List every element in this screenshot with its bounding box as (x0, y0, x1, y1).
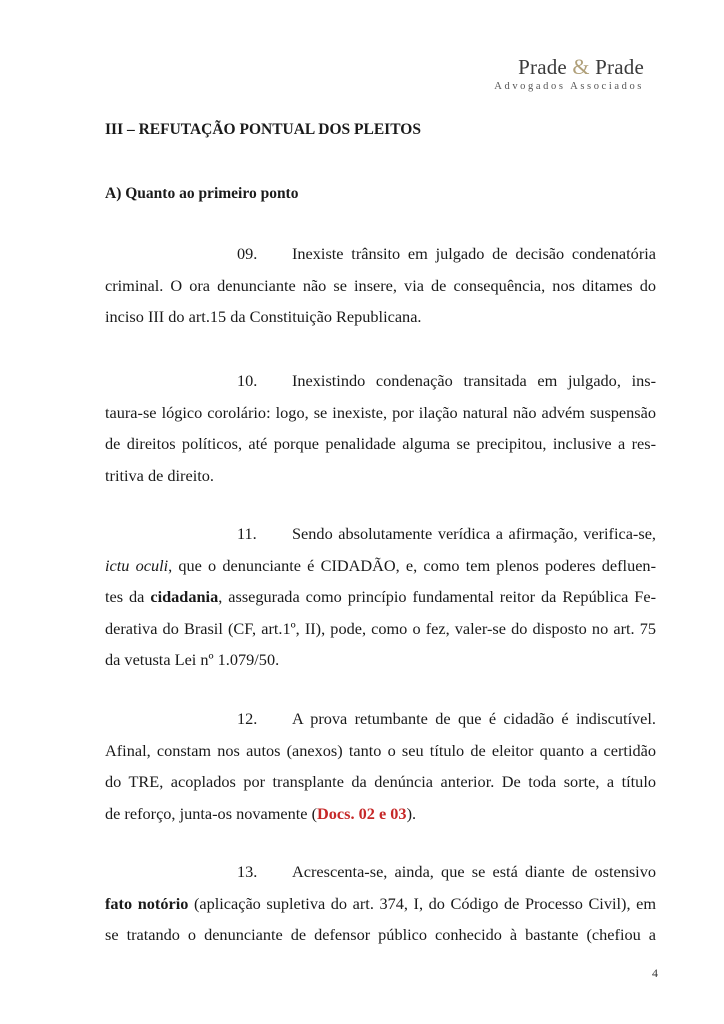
paragraph-line (105, 798, 656, 830)
paragraph-line: derativa do Brasil (CF, art.1º, II), pode, como o fez, valer-se do disposto no art. 75 (105, 618, 656, 638)
paragraph-number: 09. (237, 244, 258, 263)
paragraph-number: 11. (237, 524, 257, 543)
paragraph-text: , assegurada como princípio fundamental reitor da República Fe- (218, 587, 657, 607)
paragraph-number: 10. (237, 371, 258, 390)
page-number: 4 (652, 966, 658, 980)
paragraph-line (105, 518, 656, 550)
paragraph-13 (105, 856, 656, 951)
paragraph-line: se tratando o denunciante de defensor público conhecido à bastante (chefiou a (105, 925, 656, 945)
logo-name-right: Prade (595, 55, 644, 79)
paragraph-line: taura-se lógico corolário: logo, se inexiste, por ilação natural não advém suspensão (105, 402, 656, 422)
paragraph-09 (105, 238, 656, 333)
paragraph-line (105, 550, 656, 582)
firm-logo (494, 55, 644, 92)
bold-term: cidadania (150, 587, 219, 607)
paragraph-line (105, 238, 656, 270)
logo-ampersand: & (572, 54, 590, 79)
section-title: III – REFUTAÇÃO PONTUAL DOS PLEITOS (105, 121, 421, 138)
italic-phrase: ictu oculi (105, 555, 169, 575)
paragraph-text: ). (406, 803, 417, 823)
document-reference: Docs. 02 e 03 (317, 803, 407, 823)
paragraph-line (105, 856, 656, 888)
paragraph-text: Acrescenta-se, ainda, que se está diante de ostensivo (292, 862, 656, 881)
paragraph-12 (105, 703, 656, 829)
paragraph-text: Sendo absolutamente verídica a afirmação, verifica-se, (292, 524, 656, 543)
paragraph-line: Afinal, constam nos autos (anexos) tanto o seu título de eleitor quanto a certidão (105, 740, 656, 760)
paragraph-line: criminal. O ora denunciante não se insere, via de consequência, nos ditames do (105, 275, 656, 295)
paragraph-text: , que o denunciante é CIDADÃO, e, como tem plenos poderes defluen- (168, 555, 656, 575)
paragraph-text: Inexistindo condenação transitada em julgado, ins- (292, 371, 656, 390)
paragraph-line: de direitos políticos, até porque penalidade alguma se precipitou, inclusive a res- (105, 434, 656, 454)
paragraph-text: de reforço, junta-os novamente ( (105, 803, 318, 823)
paragraph-10 (105, 365, 656, 491)
paragraph-line: inciso III do art.15 da Constituição Republicana. (105, 307, 422, 327)
paragraph-line (105, 888, 656, 920)
paragraph-line: do TRE, acoplados por transplante da denúncia anterior. De toda sorte, a título (105, 772, 656, 792)
paragraph-number: 13. (237, 862, 258, 881)
logo-name-left: Prade (518, 55, 567, 79)
paragraph-line (105, 703, 656, 735)
paragraph-line: tritiva de direito. (105, 465, 214, 485)
subsection-title: A) Quanto ao primeiro ponto (105, 185, 299, 202)
paragraph-text: tes da (105, 587, 151, 607)
paragraph-line (105, 581, 656, 613)
logo-subtitle: Advogados Associados (494, 81, 644, 92)
paragraph-text: A prova retumbante de que é cidadão é indiscutível. (292, 709, 656, 728)
logo-name (494, 55, 644, 79)
bold-term: fato notório (105, 893, 189, 913)
paragraph-11 (105, 518, 656, 676)
paragraph-text: (aplicação supletiva do art. 374, I, do Código de Processo Civil), em (188, 893, 656, 913)
paragraph-text: Inexiste trânsito em julgado de decisão condenatória (292, 244, 656, 263)
paragraph-line: da vetusta Lei nº 1.079/50. (105, 650, 280, 670)
paragraph-number: 12. (237, 709, 258, 728)
paragraph-line (105, 365, 656, 397)
